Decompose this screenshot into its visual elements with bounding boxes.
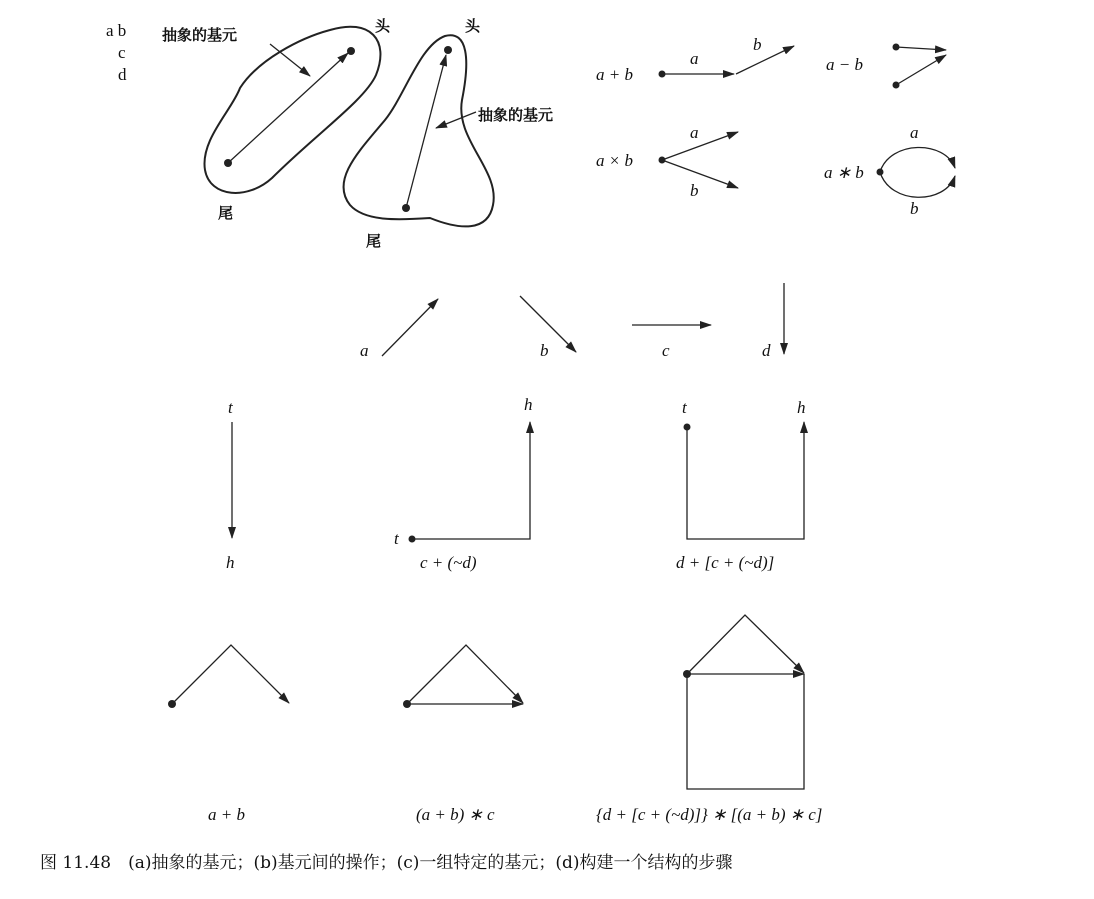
add-label-b: b	[753, 35, 762, 54]
head-dot-1	[347, 47, 355, 55]
figure-caption: 图 11.48 (a)抽象的基元；(b)基元间的操作；(c)一组特定的基元；(d)构建一个结构的步骤	[40, 853, 733, 873]
expr-sub: a − b	[826, 55, 863, 74]
mul-label-b: b	[690, 181, 699, 200]
primitive-d-label: d	[762, 341, 771, 360]
d-combo-tail-label: t	[682, 398, 687, 417]
primitive-vector-1	[228, 53, 348, 163]
c-neg-d-head-label: h	[524, 395, 533, 414]
neg-d-tail-label: t	[228, 398, 233, 417]
primitive-blob-2	[343, 35, 493, 226]
primitive-c-label: c	[662, 341, 670, 360]
label-head-1: 头	[375, 17, 391, 35]
primitive-vector-2	[406, 55, 446, 208]
add-vector-b	[736, 46, 794, 74]
pointer-arrow-1	[270, 44, 310, 76]
roof-path	[172, 645, 289, 704]
expr-add: a + b	[596, 65, 633, 84]
star-arc-b	[880, 172, 955, 197]
primitive-a-label: a	[360, 341, 369, 360]
label-tail-2: 尾	[366, 232, 382, 250]
house-walls	[687, 674, 804, 789]
expr-c-neg-d: c + (~d)	[420, 553, 477, 572]
panel-d-row-1	[226, 395, 806, 572]
star-arc-a	[880, 147, 955, 172]
letters-ab: a b	[106, 21, 127, 40]
c-neg-d-path	[412, 422, 530, 539]
d-combo-head-label: h	[797, 398, 806, 417]
tail-dot-1	[224, 159, 232, 167]
expr-star: a ∗ b	[824, 163, 864, 182]
panel-b	[596, 35, 955, 218]
star-label-a: a	[910, 123, 919, 142]
house-roof-path	[687, 615, 804, 674]
head-dot-2	[444, 46, 452, 54]
panel-a	[106, 17, 553, 250]
mul-vector-b	[662, 160, 738, 188]
expr-triangle: (a + b) ∗ c	[416, 805, 495, 824]
label-abstract-2: 抽象的基元	[478, 106, 554, 124]
c-neg-d-tail-label: t	[394, 529, 399, 548]
d-combo-path	[687, 422, 804, 539]
primitive-b-label: b	[540, 341, 549, 360]
triangle-roof-path	[407, 645, 523, 704]
star-label-b: b	[910, 199, 919, 218]
sub-vector-b	[896, 55, 946, 85]
sub-vector-a	[896, 47, 946, 50]
expr-house: {d + [c + (~d)]} ∗ [(a + b) ∗ c]	[596, 805, 823, 824]
pointer-arrow-2	[436, 112, 476, 128]
expr-mul: a × b	[596, 151, 633, 170]
label-tail-1: 尾	[218, 204, 234, 222]
label-abstract-1: 抽象的基元	[162, 26, 238, 44]
add-label-a: a	[690, 49, 699, 68]
tail-dot-2	[402, 204, 410, 212]
mul-vector-a	[662, 132, 738, 160]
neg-d-head-label: h	[226, 553, 235, 572]
letter-c: c	[118, 43, 126, 62]
mul-label-a: a	[690, 123, 699, 142]
panel-d-row-2	[168, 615, 822, 824]
letter-d: d	[118, 65, 127, 84]
expr-roof: a + b	[208, 805, 245, 824]
label-head-2: 头	[465, 17, 481, 35]
expr-d-combo: d + [c + (~d)]	[676, 553, 775, 572]
primitive-a	[382, 299, 438, 356]
panel-c	[360, 283, 784, 360]
